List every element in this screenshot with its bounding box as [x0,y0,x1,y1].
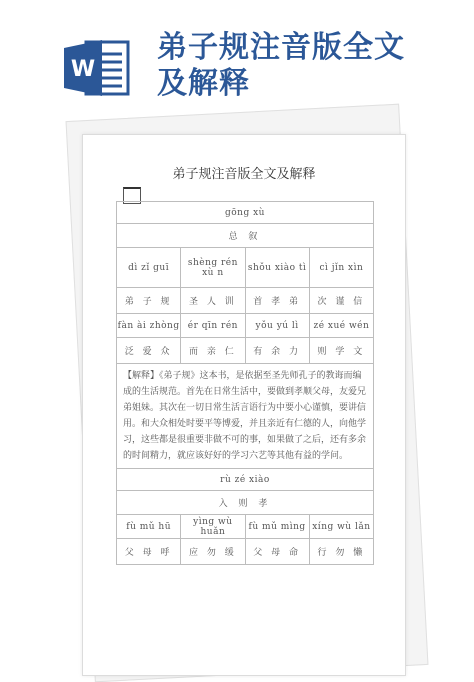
hanzi-cell: 父 母 呼 [117,539,181,565]
banner-title [157,30,457,102]
table-row [117,539,374,565]
hanzi-cell: 有 余 力 [245,338,309,364]
hanzi-cell: 应 勿 缓 [181,539,245,565]
pinyin-cell: yìng wù huǎn [181,515,245,539]
table-row [117,515,374,539]
hanzi-cell: 父 母 命 [245,539,309,565]
pinyin-cell: xíng wù lǎn [309,515,373,539]
hanzi-cell: 泛 爱 众 [117,338,181,364]
hanzi-cell: 弟 子 规 [117,288,181,314]
table-row [117,469,374,491]
text-table [116,201,374,565]
table-row [117,364,374,469]
banner-title-line1: 弟子规注音版全文 [157,30,405,65]
hanzi-cell: 首 孝 弟 [245,288,309,314]
table-row [117,491,374,515]
banner-title-line2: 及解释 [157,66,250,101]
pinyin-cell: fù mǔ mìng [245,515,309,539]
pinyin-cell: cì jǐn xìn [309,248,373,288]
pinyin-cell: shèng rén xù n [181,248,245,288]
hanzi-cell: 次 谨 信 [309,288,373,314]
heading-pinyin: gōng xù [117,202,374,224]
hanzi-cell: 则 学 文 [309,338,373,364]
table-row [117,202,374,224]
section-heading: 入 则 孝 [117,491,374,515]
explanation-text: 【解释】《弟子规》这本书，是依据至圣先师孔子的教诲而编成的生活规范。首先在日常生活中，要做到孝顺父母，友爱兄弟姐妹。其次在一切日常生活言语行为中要小心谨慎，要讲信用。和大众相处时要平等博爱，并且亲近有仁德的人，向他学习，这些都是很重要非做不可的事，如果做了之后，还有多余的时间精力，就应该好好的学习六艺等其他有益的学问。 [117,364,374,469]
section-heading: 总 叙 [117,224,374,248]
logo-letter: W [70,57,96,82]
hanzi-cell: 而 亲 仁 [181,338,245,364]
document-title: 弟子规注音版全文及解释 [172,167,316,182]
table-row [117,224,374,248]
pinyin-cell: zé xué wén [309,314,373,338]
pinyin-cell: shǒu xiào tì [245,248,309,288]
pinyin-cell: fàn ài zhòng [117,314,181,338]
pinyin-cell: dì zǐ guī [117,248,181,288]
pinyin-cell: ér qīn rén [181,314,245,338]
hanzi-cell: 圣 人 训 [181,288,245,314]
table-row [117,338,374,364]
pinyin-cell: fù mǔ hū [117,515,181,539]
word-icon [62,38,132,98]
table-row [117,314,374,338]
table-row [117,288,374,314]
table-row [117,248,374,288]
banner [0,0,474,128]
document-page [82,134,406,676]
hanzi-cell: 行 勿 懒 [309,539,373,565]
pinyin-cell: yǒu yú lì [245,314,309,338]
heading-pinyin: rù zé xiào [117,469,374,491]
